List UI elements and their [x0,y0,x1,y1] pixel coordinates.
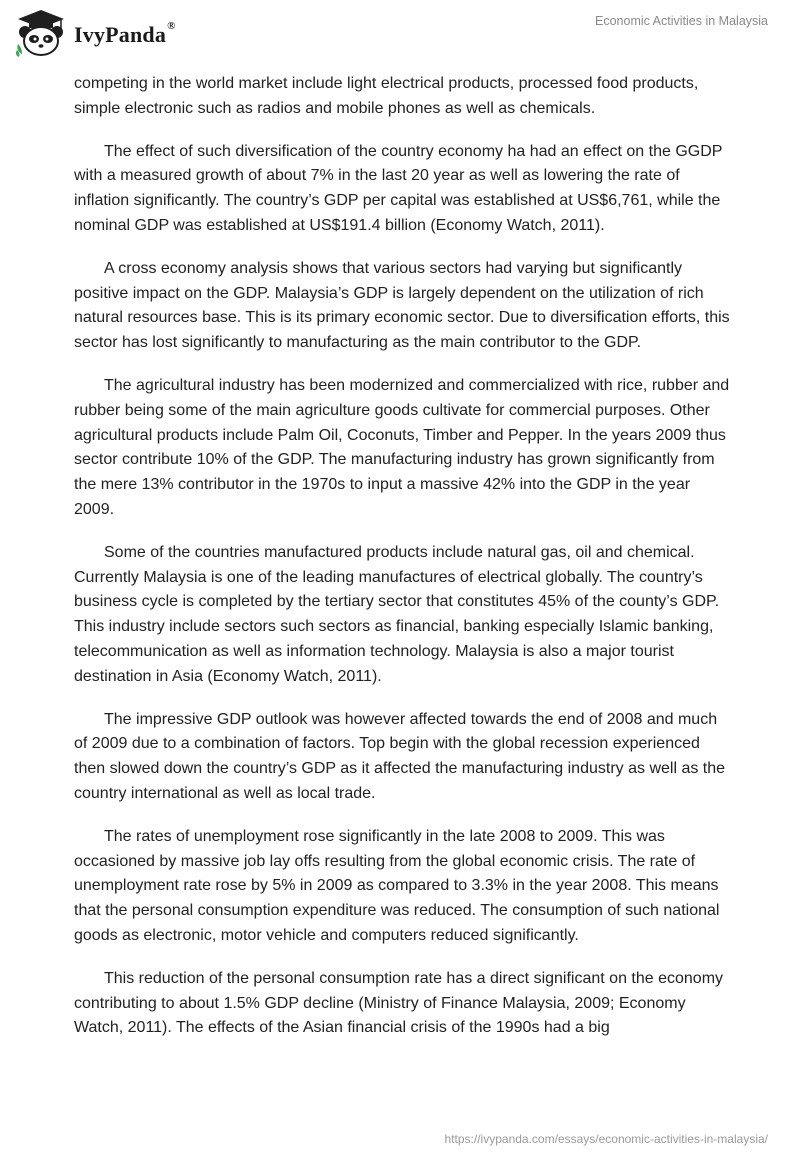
essay-body [74,72,734,1059]
paragraph: The impressive GDP outlook was however affected towards the end of 2008 and much of 2009 due to a combination of factors. Top begin with the global recession experienced then slowed down the country’s GDP as it affected the manufacturing industry as well as the country international as well as local trade. [74,710,726,802]
paragraph: The rates of unemployment rose significantly in the late 2008 to 2009. This was occasioned by massive job lay offs resulting from the global economic crisis. The rate of unemployment rate rose by 5% in 2009 as compared to 3.3% in the year 2008. This means that the personal consumption expenditure was reduced. The consumption of such national goods as electronic, motor vehicle and computers reduced significantly. [74,827,720,944]
source-url[interactable]: https://ivypanda.com/essays/economic-activities-in-malaysia/ [444,1132,768,1146]
ivypanda-logo[interactable] [14,8,194,58]
paragraph: This reduction of the personal consumption rate has a direct significant on the economy contributing to about 1.5% GDP decline (Ministry of Finance Malaysia, 2009; Economy Watch, 2011). The effects of the Asian financial crisis of the 1990s had a big [74,969,724,1037]
paragraph: A cross economy analysis shows that various sectors had varying but significantly positive impact on the GDP. Malaysia’s GDP is largely dependent on the utilization of rich natural resources base. This is its primary economic sector. Due to diversification efforts, this sector has lost significantly to manufacturing as the main contributor to the GDP. [74,259,730,352]
paragraph: The agricultural industry has been modernized and commercialized with rice, rubber and rubber being some of the main agriculture goods cultivate for commercial purposes. Other agricultural products include Palm Oil, Coconuts, Timber and Pepper. In the years 2009 thus sector contribute 10% of the GDP. The manufacturing industry has grown significantly from the mere 13% contributor in the 1970s to input a massive 42% into the GDP in the year 2009. [74,376,730,518]
paragraph: Some of the countries manufactured products include natural gas, oil and chemical. Currently Malaysia is one of the leading manufactures of electrical globally. The country’s business cycle is completed by the tertiary sector that constitutes 45% of the county’s GDP. This industry include sectors such sectors as financial, banking especially Islamic banking, telecommunication as well as information technology. Malaysia is also a major tourist destination in Asia (Economy Watch, 2011). [74,543,720,685]
page-header [0,0,800,70]
brand-name: IvyPanda® [74,20,176,47]
panda-graduate-icon [14,8,68,58]
document-title: Economic Activities in Malaysia [595,14,768,28]
paragraph: competing in the world market include light electrical products, processed food products, simple electronic such as radios and mobile phones as well as chemicals. [74,75,699,117]
paragraph: The effect of such diversification of the country economy ha had an effect on the GGDP with a measured growth of about 7% in the last 20 year as well as lowering the rate of inflation significantly. The country’s GDP per capital was established at US$6,761, while the nominal GDP was established at US$191.4 billion (Economy Watch, 2011). [74,142,723,234]
